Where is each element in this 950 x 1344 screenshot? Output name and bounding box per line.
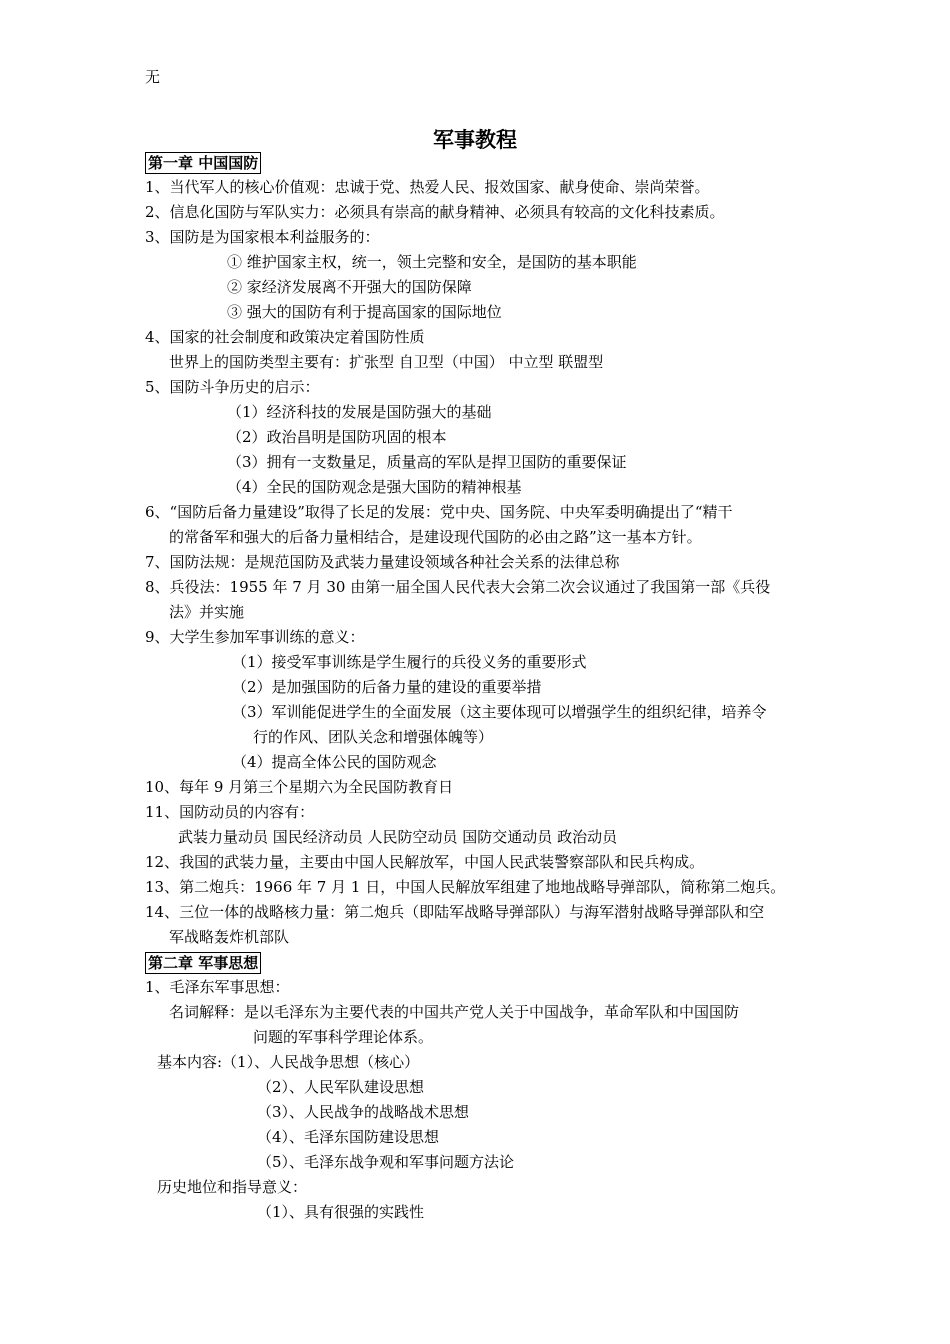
list-item: ① 维护国家主权，统一，领土完整和安全，是国防的基本职能 [227,253,637,271]
paragraph: 11、国防动员的内容有： [145,803,315,821]
list-item: （4）提高全体公民的国防观念 [232,753,437,771]
paragraph: 3、国防是为国家根本利益服务的： [145,228,380,246]
document-body [145,150,820,1225]
list-item: （3）、人民战争的战略战术思想 [257,1103,470,1121]
paragraph: 12、我国的武装力量，主要由中国人民解放军，中国人民武装警察部队和民兵构成。 [145,853,705,871]
paragraph: 14、三位一体的战略核力量：第二炮兵（即陆军战略导弹部队）与海军潜射战略导弹部队和空 [145,903,765,921]
paragraph: 武装力量动员 国民经济动员 人民防空动员 国防交通动员 政治动员 [178,828,618,846]
chapter-heading: 第二章 军事思想 [145,952,261,974]
paragraph: 法》并实施 [169,603,245,621]
paragraph: 名词解释：是以毛泽东为主要代表的中国共产党人关于中国战争，革命军队和中国国防 [169,1003,740,1021]
paragraph: 基本内容:（1）、人民战争思想（核心） [157,1053,420,1071]
header-text: 无 [145,68,161,86]
paragraph: 13、第二炮兵：1966 年 7 月 1 日，中国人民解放军组建了地地战略导弹部队，简称第二炮兵。 [145,878,786,896]
list-item: （1）、具有很强的实践性 [257,1203,425,1221]
list-item: ② 家经济发展离不开强大的国防保障 [227,278,472,296]
paragraph: 6、“国防后备力量建设”取得了长足的发展：党中央、国务院、中央军委明确提出了“精干 [145,503,733,521]
paragraph: 5、国防斗争历史的启示： [145,378,320,396]
list-item: ③ 强大的国防有利于提高国家的国际地位 [227,303,502,321]
paragraph: 军战略轰炸机部队 [169,928,290,946]
paragraph: 1、毛泽东军事思想： [145,978,290,996]
paragraph: 9、大学生参加军事训练的意义： [145,628,365,646]
list-item: （1）经济科技的发展是国防强大的基础 [227,403,492,421]
list-item: （2）政治昌明是国防巩固的根本 [227,428,447,446]
paragraph: 4、国家的社会制度和政策决定着国防性质 [145,328,425,346]
paragraph: 1、当代军人的核心价值观：忠诚于党、热爱人民、报效国家、献身使命、崇尚荣誉。 [145,178,710,196]
list-item: （2）是加强国防的后备力量的建设的重要举措 [232,678,542,696]
list-item: （3）军训能促进学生的全面发展（这主要体现可以增强学生的组织纪律，培养令 [232,703,767,721]
paragraph: 2、信息化国防与军队实力：必须具有崇高的献身精神、必须具有较高的文化科技素质。 [145,203,725,221]
paragraph: 历史地位和指导意义： [157,1178,308,1196]
list-item: （1）接受军事训练是学生履行的兵役义务的重要形式 [232,653,587,671]
document-title: 军事教程 [433,127,517,152]
list-item: （4）全民的国防观念是强大国防的精神根基 [227,478,522,496]
paragraph: 7、国防法规：是规范国防及武装力量建设领域各种社会关系的法律总称 [145,553,620,571]
list-item: 行的作风、团队关念和增强体魄等） [253,728,494,746]
list-item: （4）、毛泽东国防建设思想 [257,1128,440,1146]
chapter-heading: 第一章 中国国防 [145,152,261,174]
list-item: （5）、毛泽东战争观和军事问题方法论 [257,1153,515,1171]
paragraph: 问题的军事科学理论体系。 [253,1028,434,1046]
paragraph: 8、兵役法：1955 年 7 月 30 由第一届全国人民代表大会第二次会议通过了我国第一部《兵役 [145,578,771,596]
paragraph: 10、每年 9 月第三个星期六为全民国防教育日 [145,778,454,796]
list-item: （3）拥有一支数量足，质量高的军队是捍卫国防的重要保证 [227,453,627,471]
list-item: （2）、人民军队建设思想 [257,1078,425,1096]
paragraph: 世界上的国防类型主要有：扩张型 自卫型（中国） 中立型 联盟型 [169,353,604,371]
paragraph: 的常备军和强大的后备力量相结合，是建设现代国防的必由之路”这一基本方针。 [169,528,702,546]
